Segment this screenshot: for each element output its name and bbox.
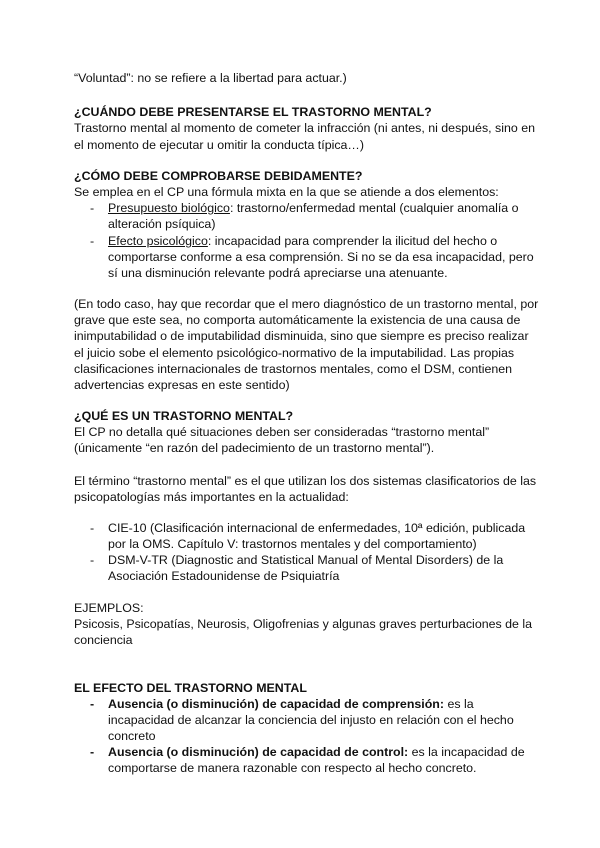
how-item-1-line-1 xyxy=(108,200,519,216)
when-text-line-2: el momento de ejecutar u omitir la conducta típica…) xyxy=(74,138,364,152)
heading-how: ¿CÓMO DEBE COMPROBARSE DEBIDAMENTE? xyxy=(74,169,363,183)
heading-effect: EL EFECTO DEL TRASTORNO MENTAL xyxy=(74,681,307,695)
note-line: inimputabilidad o de imputabilidad disminuida, sino que siempre es preciso realizar xyxy=(74,329,529,343)
heading-when: ¿CUÁNDO DEBE PRESENTARSE EL TRASTORNO MENTAL? xyxy=(74,105,432,119)
cie-line-1: CIE-10 (Clasificación internacional de enfermedades, 10ª edición, publicada xyxy=(108,521,526,535)
effect-item-2-line-2: comportarse de manera razonable con respecto al hecho concreto. xyxy=(108,761,477,775)
heading-what: ¿QUÉ ES UN TRASTORNO MENTAL? xyxy=(74,409,294,423)
effect-item-2-rest: es la incapacidad de xyxy=(408,745,525,759)
how-intro: Se emplea en el CP una fórmula mixta en la que se atiende a dos elementos: xyxy=(74,185,499,199)
note-line: grave que este sea, no comporta automáticamente la existencia de una causa de xyxy=(74,313,521,327)
note-line: advertencias expresas en este sentido) xyxy=(74,378,290,392)
how-item-2-line-3: sí una disminución relevante podrá apreciarse una atenuante. xyxy=(108,266,448,280)
effect-item-1-line-1 xyxy=(108,696,474,712)
bullet-dash: - xyxy=(90,745,95,759)
bullet-dash: - xyxy=(90,697,95,711)
dsm-line-1: DSM-V-TR (Diagnostic and Statistical Manual of Mental Disorders) de la xyxy=(108,553,504,567)
when-text-line-1: Trastorno mental al momento de cometer la infracción (ni antes, ni después, sino en xyxy=(74,121,535,135)
intro-line: “Voluntad”: no se refiere a la libertad para actuar.) xyxy=(74,71,347,85)
how-item-2-line-2: comportarse conforme a esa comprensión. Si no se da esa incapacidad, pero xyxy=(108,250,534,264)
how-item-2-term: Efecto psicológico xyxy=(108,234,208,248)
effect-item-1-line-3: concreto xyxy=(108,729,156,743)
effect-item-2-line-1 xyxy=(108,744,525,760)
effect-item-1-rest: es la xyxy=(444,697,474,711)
how-item-1-line-2: alteración psíquica) xyxy=(108,217,216,231)
how-item-1-term: Presupuesto biológico xyxy=(108,201,230,215)
cie-line-2: por la OMS. Capítulo V: trastornos mentales y del comportamiento) xyxy=(108,537,477,551)
dsm-line-2: Asociación Estadounidense de Psiquiatría xyxy=(108,569,340,583)
note-line: el juicio sobe el elemento psicológico-normativo de la imputabilidad. Las propias xyxy=(74,346,515,360)
what-line-2: (únicamente “en razón del padecimiento de un trastorno mental”). xyxy=(74,441,435,455)
effect-item-2-term: Ausencia (o disminución) de capacidad de control: xyxy=(108,745,409,759)
examples-line-1: Psicosis, Psicopatías, Neurosis, Oligofrenias y algunas graves perturbaciones de la xyxy=(74,617,532,631)
how-item-1-rest: : trastorno/enfermedad mental (cualquier anomalía o xyxy=(229,201,519,215)
examples-line-2: conciencia xyxy=(74,633,133,647)
examples-label: EJEMPLOS: xyxy=(74,601,144,615)
how-item-2-rest: : incapacidad para comprender la ilicitud del hecho o xyxy=(207,234,498,248)
what-line-1: El CP no detalla qué situaciones deben ser consideradas “trastorno mental” xyxy=(74,425,490,439)
note-line: (En todo caso, hay que recordar que el mero diagnóstico de un trastorno mental, por xyxy=(74,297,539,311)
bullet-dash: - xyxy=(90,234,95,248)
bullet-dash: - xyxy=(90,521,95,535)
what-line-3: El término “trastorno mental” es el que utilizan los dos sistemas clasificatorios de las xyxy=(74,474,537,488)
what-line-4: psicopatologías más importantes en la actualidad: xyxy=(74,490,349,504)
effect-item-1-line-2: incapacidad de alcanzar la conciencia del injusto en relación con el hecho xyxy=(108,713,514,727)
effect-item-1-term: Ausencia (o disminución) de capacidad de comprensión: xyxy=(108,697,444,711)
note-line: clasificaciones internacionales de trastornos mentales, como el DSM, contienen xyxy=(74,362,513,376)
bullet-dash: - xyxy=(90,201,95,215)
bullet-dash: - xyxy=(90,553,95,567)
how-item-2-line-1 xyxy=(108,233,497,249)
